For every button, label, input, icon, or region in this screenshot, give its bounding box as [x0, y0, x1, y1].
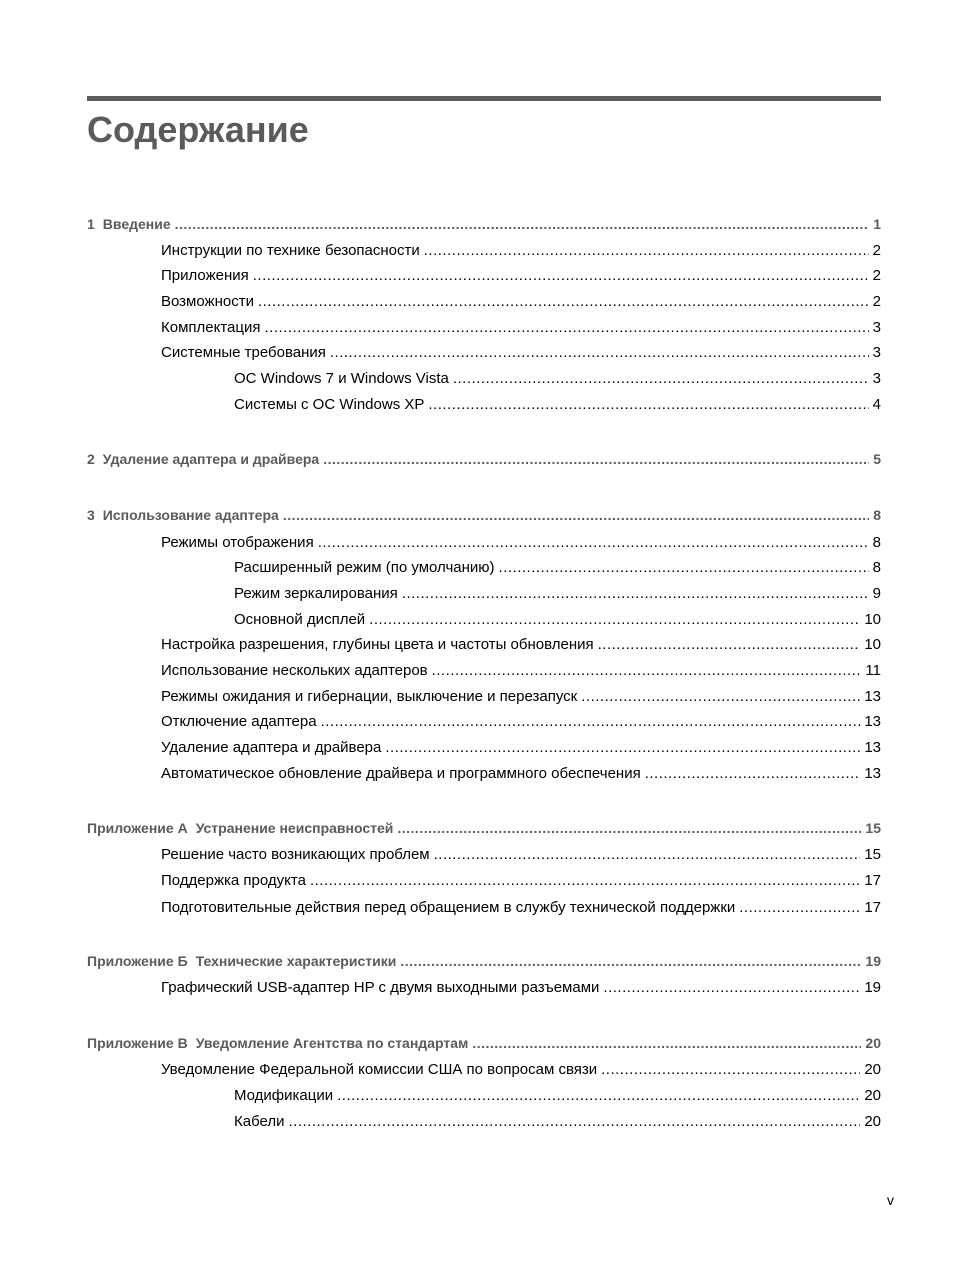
- toc-leader-dots: [369, 610, 860, 630]
- toc-entry[interactable]: [161, 764, 881, 784]
- toc-page-number: 13: [864, 688, 881, 705]
- toc-leader-dots: [318, 533, 869, 553]
- toc-page-number: 13: [864, 739, 881, 756]
- toc-page-number: 20: [864, 1087, 881, 1104]
- toc-entry-text: Поддержка продукта: [161, 872, 306, 889]
- toc-leader-dots: [385, 738, 860, 758]
- toc-leader-dots: [424, 241, 869, 261]
- toc-entry[interactable]: [161, 738, 881, 758]
- toc-entry-label: [234, 610, 369, 630]
- toc-leader-dots: [288, 1112, 860, 1132]
- toc-entry-text: Использование нескольких адаптеров: [161, 662, 428, 679]
- toc-entry-label: [234, 369, 453, 389]
- toc-entry-text: Автоматическое обновление драйвера и программного обеспечения: [161, 765, 641, 782]
- toc-entry-label: [87, 1033, 472, 1053]
- toc-entry-label: [161, 978, 603, 998]
- toc-entry-label: [87, 505, 283, 525]
- toc-leader-dots: [253, 266, 869, 286]
- toc-page-number: 8: [873, 507, 881, 523]
- toc-leader-dots: [472, 1033, 861, 1053]
- toc-page-number: 5: [873, 451, 881, 467]
- toc-entry-label: [161, 898, 739, 918]
- toc-page-number: 10: [864, 611, 881, 628]
- toc-chapter[interactable]: [87, 818, 881, 838]
- toc-page-number: 11: [865, 662, 881, 679]
- toc-page-number: 17: [864, 872, 881, 889]
- toc-entry-label: [161, 712, 321, 732]
- toc-leader-dots: [283, 505, 869, 525]
- toc-page-number: 19: [864, 979, 881, 996]
- toc-chapter[interactable]: [87, 505, 881, 525]
- toc-entry-text: Модификации: [234, 1087, 334, 1104]
- toc-entry[interactable]: [161, 343, 881, 363]
- toc-entry-text: Комплектация: [161, 319, 261, 336]
- toc-leader-dots: [397, 818, 861, 838]
- toc-leader-dots: [175, 214, 870, 234]
- toc-entry[interactable]: [161, 687, 881, 707]
- toc-leader-dots: [601, 1060, 860, 1080]
- toc-entry[interactable]: [234, 1086, 881, 1106]
- toc-entry-label: [161, 318, 264, 338]
- toc-entry-label: [161, 241, 424, 261]
- toc-page-number: 1: [873, 216, 881, 232]
- toc-entry-text: Уведомление Агентства по стандартам: [195, 1035, 469, 1051]
- toc-entry-text: Использование адаптера: [102, 507, 279, 523]
- toc-entry-label: [161, 635, 598, 655]
- toc-leader-dots: [337, 1086, 860, 1106]
- toc-page-number: 2: [872, 267, 881, 284]
- toc-entry-text: Режимы отображения: [161, 534, 314, 551]
- toc-entry[interactable]: [161, 871, 881, 891]
- toc-entry[interactable]: [234, 558, 881, 578]
- toc-entry-label: [161, 687, 581, 707]
- toc-entry-label: [161, 292, 258, 312]
- toc-entry[interactable]: [161, 1060, 881, 1080]
- toc-entry[interactable]: [234, 395, 881, 415]
- toc-entry-text: Основной дисплей: [234, 611, 366, 628]
- toc-chapter-number: 1: [87, 216, 95, 232]
- toc-entry-label: [234, 1086, 337, 1106]
- toc-page-number: 3: [872, 344, 881, 361]
- toc-page-number: 10: [864, 636, 881, 653]
- toc-page-number: 13: [864, 765, 881, 782]
- toc-entry-text: Настройка разрешения, глубины цвета и частоты обновления: [161, 636, 594, 653]
- toc-page-number: 20: [865, 1035, 881, 1051]
- toc-entry-label: [161, 764, 645, 784]
- toc-leader-dots: [264, 318, 868, 338]
- toc-leader-dots: [739, 898, 860, 918]
- toc-entry-text: Решение часто возникающих проблем: [161, 846, 430, 863]
- toc-chapter[interactable]: [87, 951, 881, 971]
- toc-entry[interactable]: [161, 318, 881, 338]
- toc-entry-text: Расширенный режим (по умолчанию): [234, 559, 495, 576]
- toc-page-number: 2: [872, 242, 881, 259]
- toc-page-number: 2: [872, 293, 881, 310]
- toc-entry-label: [87, 449, 323, 469]
- toc-chapter-number: Приложение Б: [87, 953, 188, 969]
- toc-leader-dots: [400, 951, 861, 971]
- toc-entry-label: [161, 266, 253, 286]
- toc-leader-dots: [499, 558, 869, 578]
- toc-entry[interactable]: [161, 898, 881, 918]
- toc-entry[interactable]: [161, 635, 881, 655]
- toc-leader-dots: [258, 292, 869, 312]
- toc-entry-text: Уведомление Федеральной комиссии США по вопросам связи: [161, 1061, 598, 1078]
- toc-entry-label: [87, 951, 400, 971]
- toc-entry[interactable]: [234, 610, 881, 630]
- toc-leader-dots: [453, 369, 869, 389]
- toc-entry-label: [87, 818, 397, 838]
- toc-entry-text: Режим зеркалирования: [234, 585, 398, 602]
- toc-entry-text: Системные требования: [161, 344, 326, 361]
- toc-leader-dots: [581, 687, 860, 707]
- toc-page-number: 8: [872, 559, 881, 576]
- toc-entry[interactable]: [161, 266, 881, 286]
- toc-chapter-number: Приложение В: [87, 1035, 188, 1051]
- toc-entry-label: [161, 533, 318, 553]
- toc-entry-text: ОС Windows 7 и Windows Vista: [234, 370, 449, 387]
- toc-leader-dots: [645, 764, 861, 784]
- toc-leader-dots: [434, 845, 861, 865]
- toc-page-number: 15: [864, 846, 881, 863]
- toc-entry-label: [161, 1060, 601, 1080]
- toc-page-number: 20: [864, 1113, 881, 1130]
- toc-chapter[interactable]: [87, 1033, 881, 1053]
- toc-leader-dots: [428, 395, 868, 415]
- toc-entry[interactable]: [161, 712, 881, 732]
- toc-chapter[interactable]: [87, 214, 881, 234]
- page-number: v: [887, 1192, 894, 1208]
- toc-page-number: 19: [865, 953, 881, 969]
- toc-entry-text: Отключение адаптера: [161, 713, 317, 730]
- toc-page-number: 17: [864, 899, 881, 916]
- toc-entry[interactable]: [234, 584, 881, 604]
- toc-entry-label: [161, 661, 432, 681]
- toc-entry-text: Кабели: [234, 1113, 285, 1130]
- toc-entry-text: Приложения: [161, 267, 249, 284]
- toc-entry[interactable]: [161, 292, 881, 312]
- toc-entry-text: Графический USB-адаптер HP с двумя выходными разъемами: [161, 979, 600, 996]
- toc-entry-text: Системы с ОС Windows XP: [234, 396, 425, 413]
- toc-entry-label: [234, 584, 402, 604]
- toc-chapter-number: Приложение А: [87, 820, 188, 836]
- toc-page-number: 8: [872, 534, 881, 551]
- toc-entry-text: Удаление адаптера и драйвера: [102, 451, 320, 467]
- toc-entry[interactable]: [234, 1112, 881, 1132]
- toc-entry-text: Режимы ожидания и гибернации, выключение и перезапуск: [161, 688, 578, 705]
- toc-leader-dots: [321, 712, 861, 732]
- toc-entry-text: Введение: [102, 216, 171, 232]
- toc-entry[interactable]: [161, 978, 881, 998]
- toc-leader-dots: [598, 635, 861, 655]
- toc-entry-text: Возможности: [161, 293, 254, 310]
- toc-entry[interactable]: [161, 845, 881, 865]
- toc-entry[interactable]: [161, 661, 881, 681]
- toc-leader-dots: [603, 978, 860, 998]
- toc-chapter-number: 2: [87, 451, 95, 467]
- toc-entry-text: Устранение неисправностей: [195, 820, 394, 836]
- toc-page-number: 20: [864, 1061, 881, 1078]
- toc-page-number: 4: [872, 396, 881, 413]
- toc-page-number: 13: [864, 713, 881, 730]
- toc-leader-dots: [402, 584, 869, 604]
- toc-page-number: 3: [872, 319, 881, 336]
- toc-page-number: 3: [872, 370, 881, 387]
- toc-entry-label: [161, 845, 434, 865]
- toc-leader-dots: [310, 871, 860, 891]
- toc-entry-text: Удаление адаптера и драйвера: [161, 739, 382, 756]
- toc-entry-label: [161, 738, 385, 758]
- toc-entry-text: Технические характеристики: [195, 953, 397, 969]
- page-title: Содержание: [87, 109, 309, 150]
- toc-entry[interactable]: [234, 369, 881, 389]
- toc-entry-label: [87, 214, 175, 234]
- toc-entry-text: Инструкции по технике безопасности: [161, 242, 420, 259]
- toc-chapter-number: 3: [87, 507, 95, 523]
- toc-leader-dots: [323, 449, 869, 469]
- toc-chapter[interactable]: [87, 449, 881, 469]
- toc-entry-label: [161, 343, 330, 363]
- toc-entry-label: [234, 558, 499, 578]
- toc-page-number: 15: [865, 820, 881, 836]
- toc-leader-dots: [432, 661, 862, 681]
- toc-entry[interactable]: [161, 533, 881, 553]
- toc-page-number: 9: [872, 585, 881, 602]
- toc-entry-text: Подготовительные действия перед обращением в службу технической поддержки: [161, 899, 736, 916]
- toc-entry-label: [161, 871, 310, 891]
- toc-entry-label: [234, 1112, 288, 1132]
- toc-entry[interactable]: [161, 241, 881, 261]
- toc-leader-dots: [330, 343, 869, 363]
- toc-entry-label: [234, 395, 428, 415]
